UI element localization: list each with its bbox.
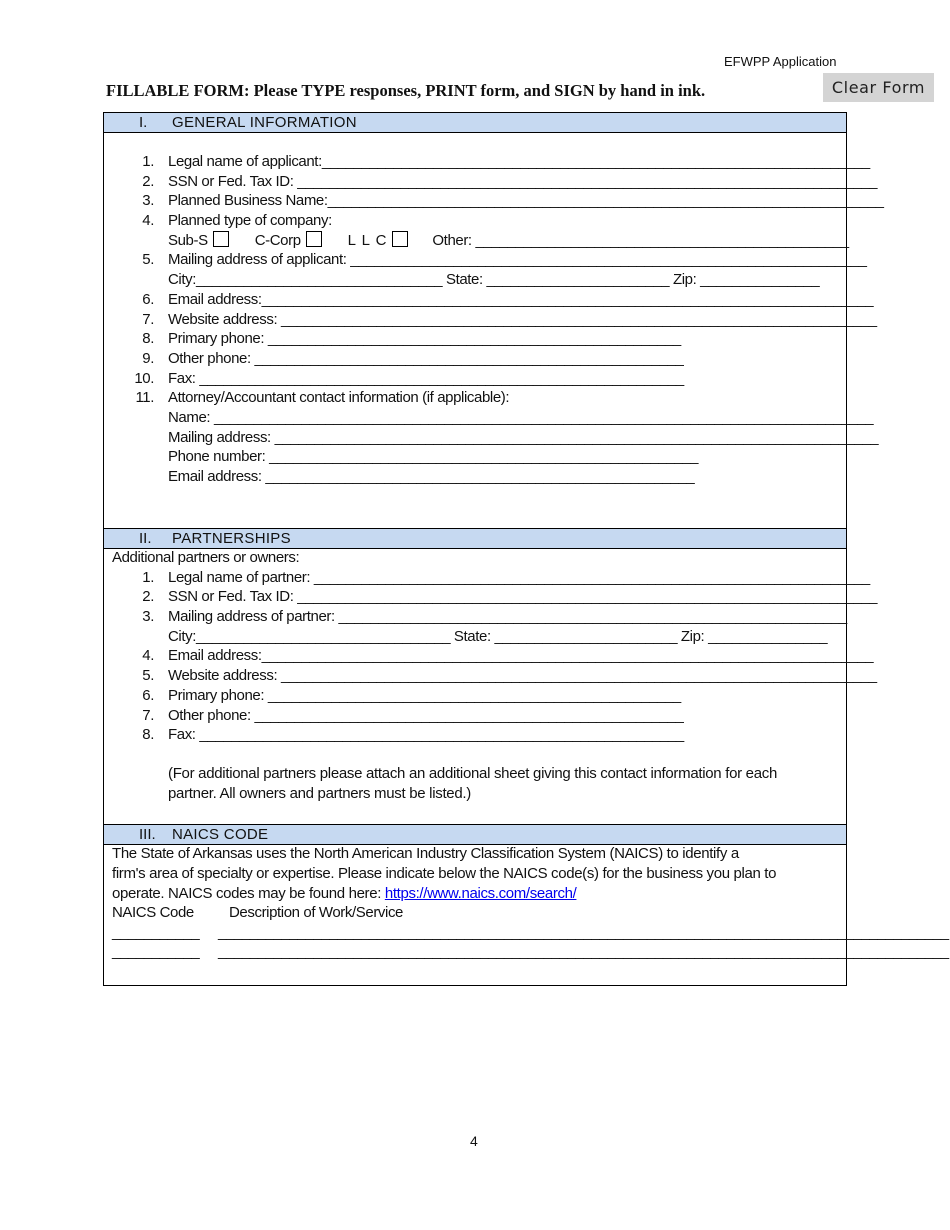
- field-label: Planned type of company:: [168, 212, 332, 230]
- form-field-row[interactable]: [104, 329, 846, 349]
- field-label: Fax: _____________________________________________________________: [168, 726, 684, 744]
- item-number: 9.: [142, 349, 154, 367]
- form-field-row[interactable]: [104, 152, 870, 172]
- form-field-row[interactable]: [104, 349, 846, 369]
- section-naics-code-header: [104, 824, 846, 845]
- form-field-row[interactable]: [104, 290, 874, 310]
- section-title: GENERAL INFORMATION: [172, 114, 357, 131]
- form-field-row[interactable]: [104, 447, 846, 467]
- item-number: 11.: [135, 389, 154, 407]
- field-label: Email address:_____________________________________________________________________________: [168, 647, 874, 665]
- item-number: 4.: [142, 647, 154, 665]
- form-field-row[interactable]: [104, 211, 846, 231]
- naics-code-field[interactable]: ___________: [112, 943, 200, 961]
- item-number: 5.: [142, 251, 154, 269]
- naics-column-headers: [112, 903, 844, 923]
- form-field-row[interactable]: [104, 408, 874, 428]
- clear-form-button[interactable]: Clear Form: [823, 73, 934, 102]
- form-field-row[interactable]: [104, 369, 846, 389]
- item-number: 5.: [142, 667, 154, 685]
- section-title: NAICS CODE: [172, 826, 269, 843]
- field-label: Mailing address of applicant: _________________________________________________________________: [168, 251, 867, 269]
- c-corp-checkbox[interactable]: [306, 231, 322, 247]
- item-number: 1.: [142, 568, 154, 586]
- naics-row: [112, 923, 949, 943]
- section-partnerships-header: [104, 528, 846, 549]
- field-label: Fax: _____________________________________________________________: [168, 369, 684, 387]
- field-label: Website address: ___________________________________________________________________________: [168, 310, 877, 328]
- section-number: II.: [139, 530, 152, 547]
- field-label: Attorney/Accountant contact information (if applicable):: [168, 389, 510, 407]
- additional-partners-note: (For additional partners please attach an additional sheet giving this contact information for each partner. All owners and partners must be listed.): [168, 765, 778, 802]
- c-corp-label: C-Corp: [254, 231, 301, 249]
- naics-row: [112, 942, 949, 962]
- field-label: Name: ___________________________________________________________________________________: [168, 408, 874, 426]
- partnerships-fields: [104, 548, 878, 745]
- item-number: 6.: [142, 290, 154, 308]
- field-label: SSN or Fed. Tax ID: _________________________________________________________________________: [168, 588, 878, 606]
- field-label: Legal name of partner: ______________________________________________________________________: [168, 568, 870, 586]
- form-field-row[interactable]: [104, 250, 867, 270]
- partners-intro: Additional partners or owners:: [112, 549, 300, 566]
- field-label: Email address:_____________________________________________________________________________: [168, 290, 874, 308]
- field-label: Legal name of applicant:_____________________________________________________________________: [168, 153, 870, 170]
- naics-code-field[interactable]: ___________: [112, 923, 200, 941]
- section-title: PARTNERSHIPS: [172, 530, 291, 547]
- form-field-row[interactable]: [104, 568, 870, 588]
- sub-s-checkbox[interactable]: [213, 231, 229, 247]
- general-information-fields: [104, 152, 884, 487]
- field-label: Mailing address: ____________________________________________________________________________: [168, 428, 879, 446]
- field-label: Email address: ______________________________________________________: [168, 468, 695, 485]
- naics-description-field[interactable]: ____________________________________________________________________________________________: [218, 943, 949, 961]
- item-number: 6.: [142, 686, 154, 704]
- form-field-row[interactable]: [104, 467, 846, 487]
- item-number: 7.: [142, 310, 154, 328]
- form-field-row[interactable]: [104, 428, 879, 448]
- item-number: 8.: [142, 330, 154, 348]
- form-field-row[interactable]: [104, 627, 846, 647]
- naics-description-field[interactable]: ____________________________________________________________________________________________: [218, 923, 949, 941]
- form-field-row[interactable]: [104, 191, 884, 211]
- field-label: City:_______________________________ State: _______________________ Zip: _______________: [168, 271, 820, 289]
- form-frame: [103, 112, 949, 986]
- item-number: 8.: [142, 726, 154, 744]
- form-field-row[interactable]: [104, 706, 846, 726]
- llc-label: L L C: [347, 231, 388, 249]
- field-label: Website address: ___________________________________________________________________________: [168, 667, 877, 685]
- form-field-row[interactable]: [104, 607, 846, 627]
- field-label: City:________________________________ State: _______________________ Zip: _______________: [168, 627, 828, 645]
- form-field-row[interactable]: [104, 388, 846, 408]
- description-header: Description of Work/Service: [229, 904, 403, 921]
- form-field-row[interactable]: [104, 686, 846, 706]
- field-label: SSN or Fed. Tax ID: _________________________________________________________________________: [168, 172, 878, 190]
- item-number: 10.: [134, 369, 154, 387]
- field-label: Primary phone: ____________________________________________________: [168, 330, 681, 348]
- form-field-row[interactable]: [104, 310, 877, 330]
- item-number: 3.: [142, 608, 154, 626]
- item-number: 3.: [142, 192, 154, 210]
- form-field-row[interactable]: [104, 666, 877, 686]
- item-number: 1.: [142, 153, 154, 170]
- form-field-row[interactable]: [104, 646, 874, 666]
- naics-table: [112, 903, 949, 962]
- field-label: Mailing address of partner: ________________________________________________________________: [168, 608, 847, 626]
- form-field-row[interactable]: [104, 270, 846, 290]
- llc-checkbox[interactable]: [392, 231, 408, 247]
- field-label: Primary phone: ____________________________________________________: [168, 686, 681, 704]
- item-number: 7.: [142, 706, 154, 724]
- section-number: III.: [139, 826, 156, 843]
- form-field-row[interactable]: [104, 587, 878, 607]
- field-label: Planned Business Name:______________________________________________________________________: [168, 192, 884, 210]
- item-number: 2.: [142, 588, 154, 606]
- form-instructions: FILLABLE FORM: Please TYPE responses, PRINT form, and SIGN by hand in ink.: [106, 81, 706, 100]
- other-type-field[interactable]: Other: _______________________________________________: [432, 231, 849, 249]
- naics-code-header: NAICS Code: [112, 904, 194, 921]
- field-label: Phone number: ______________________________________________________: [168, 448, 699, 466]
- form-field-row[interactable]: [104, 172, 878, 192]
- form-field-row[interactable]: [104, 725, 846, 745]
- section-general-information-header: [104, 112, 846, 133]
- document-label: EFWPP Application: [724, 54, 837, 69]
- sub-s-label: Sub-S: [168, 231, 208, 249]
- field-label: Other phone: ______________________________________________________: [168, 706, 684, 724]
- naics-description: The State of Arkansas uses the North American Industry Classification System (NAICS) to identify a firm's area of specialty or expertise. Please indicate below the NAICS code(s) for the business you plan to operate. NAICS codes may be found here: https://www.naics.com/search/: [112, 845, 777, 902]
- section-number: I.: [139, 114, 148, 131]
- page-number: 4: [470, 1133, 478, 1149]
- company-type-row: [104, 231, 849, 251]
- item-number: 4.: [142, 212, 154, 230]
- field-label: Other phone: ______________________________________________________: [168, 349, 684, 367]
- naics-search-link[interactable]: https://www.naics.com/search/: [384, 885, 577, 902]
- item-number: 2.: [142, 172, 154, 190]
